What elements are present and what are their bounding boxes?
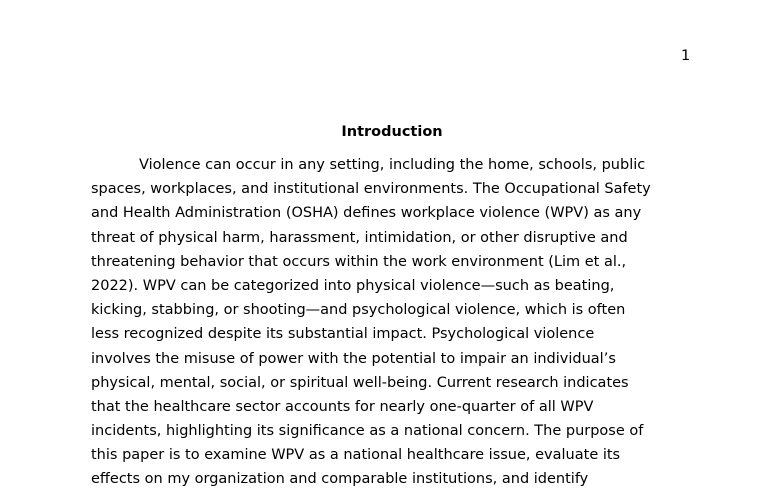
paragraph-line: involves the misuse of power with the potential to impair an individual’s: [91, 350, 616, 367]
paragraph-line: spaces, workplaces, and institutional environments. The Occupational Safety: [91, 181, 651, 198]
page-number: 1: [681, 48, 691, 64]
paragraph-line: threatening behavior that occurs within the work environment (Lim et al.,: [91, 253, 627, 270]
paragraph-line: physical, mental, social, or spiritual well-being. Current research indicates: [91, 374, 629, 391]
paragraph-line: effects on my organization and comparable institutions, and identify: [91, 471, 589, 488]
paragraph-line: and Health Administration (OSHA) defines workplace violence (WPV) as any: [91, 205, 642, 222]
paragraph-line: Violence can occur in any setting, including the home, schools, public: [139, 157, 646, 173]
paragraph-line: that the healthcare sector accounts for nearly one-quarter of all WPV: [91, 398, 594, 415]
paragraph-line: this paper is to examine WPV as a national healthcare issue, evaluate its: [91, 447, 621, 464]
section-heading: [0, 122, 784, 142]
paragraph-line: 2022). WPV can be categorized into physical violence—such as beating,: [91, 277, 615, 294]
paragraph-line: kicking, stabbing, or shooting—and psychological violence, which is often: [91, 302, 626, 319]
heading-text: Introduction: [341, 124, 443, 140]
paragraph-line: threat of physical harm, harassment, intimidation, or other disruptive and: [91, 229, 628, 246]
paragraph-line: incidents, highlighting its significance as a national concern. The purpose of: [91, 423, 644, 440]
paragraph-line: less recognized despite its substantial impact. Psychological violence: [91, 326, 595, 343]
